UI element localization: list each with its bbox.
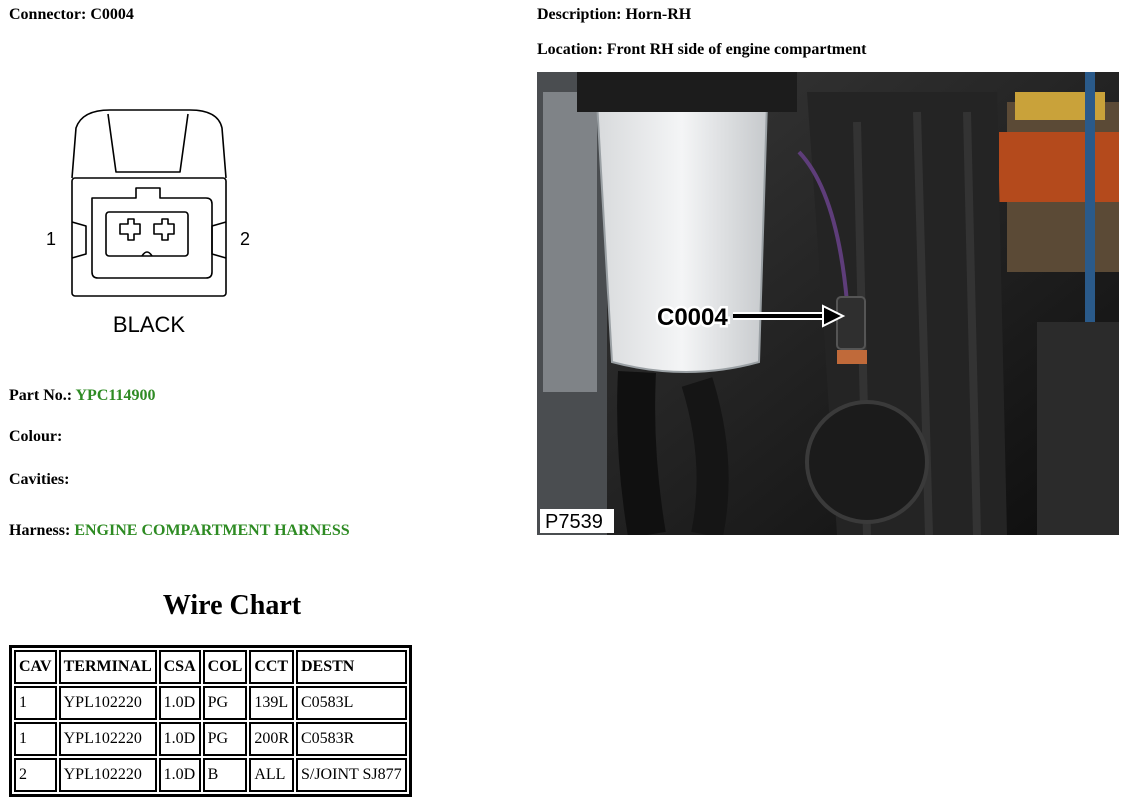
horn	[807, 402, 927, 522]
header-csa: CSA	[159, 650, 201, 684]
reservoir-cap	[577, 72, 797, 112]
part-number-line	[9, 387, 156, 405]
location-label: Location:	[537, 41, 603, 58]
wire-chart-title: Wire Chart	[162, 590, 302, 621]
harness-line	[9, 522, 350, 540]
coolant-reservoir	[597, 102, 767, 372]
location-line	[537, 41, 866, 59]
header-cct: CCT	[249, 650, 294, 684]
cavities-label: Cavities:	[9, 471, 70, 488]
photo-connector	[837, 297, 865, 349]
table-row	[14, 758, 407, 792]
cell-terminal: YPL102220	[59, 758, 157, 792]
shroud-face	[543, 92, 597, 392]
table-row	[14, 722, 407, 756]
cell-cav: 1	[14, 686, 57, 720]
connector-line	[9, 6, 134, 24]
left-latch	[72, 222, 86, 258]
cell-csa: 1.0D	[159, 722, 201, 756]
connector-diagram	[30, 100, 270, 345]
cell-cct: 200R	[249, 722, 294, 756]
cavities-line	[9, 471, 69, 489]
pin-left-label: 1	[46, 229, 57, 249]
description-value: Horn-RH	[625, 6, 692, 23]
header-terminal: TERMINAL	[59, 650, 157, 684]
cell-col: PG	[203, 686, 248, 720]
connector-inner-housing	[92, 188, 212, 278]
cell-csa: 1.0D	[159, 686, 201, 720]
table-row	[14, 686, 407, 720]
colour-label: Colour:	[9, 428, 63, 445]
harness-link[interactable]: ENGINE COMPARTMENT HARNESS	[74, 522, 350, 539]
cell-csa: 1.0D	[159, 758, 201, 792]
cell-cav: 2	[14, 758, 57, 792]
connector-value: C0004	[90, 6, 134, 23]
location-photo	[537, 72, 1119, 535]
photo-id: P7539	[545, 511, 603, 533]
hose-left	[636, 372, 647, 535]
right-latch	[212, 222, 226, 258]
cell-col: PG	[203, 722, 248, 756]
cell-cct: ALL	[249, 758, 294, 792]
lower-clutter	[1037, 322, 1119, 535]
cell-destn: C0583L	[296, 686, 407, 720]
orange-crate	[999, 132, 1119, 202]
cell-cav: 1	[14, 722, 57, 756]
header-cav: CAV	[14, 650, 57, 684]
location-value: Front RH side of engine compartment	[606, 41, 867, 58]
cell-col: B	[203, 758, 248, 792]
wire-chart-table	[9, 645, 412, 797]
terminal-2	[154, 219, 174, 240]
header-col: COL	[203, 650, 248, 684]
cell-destn: C0583R	[296, 722, 407, 756]
hose-right	[697, 382, 713, 535]
photo-callout-label: C0004	[657, 304, 728, 331]
colour-line	[9, 428, 62, 446]
description-label: Description:	[537, 6, 622, 23]
description-line	[537, 6, 691, 24]
connector-color-caption: BLACK	[112, 312, 186, 337]
connector-orange-seal	[837, 350, 867, 364]
cell-terminal: YPL102220	[59, 686, 157, 720]
connector-label: Connector:	[9, 6, 87, 23]
connector-hood-inner	[108, 114, 188, 172]
pin-right-label: 2	[240, 229, 251, 249]
pin-well	[106, 212, 188, 256]
cell-terminal: YPL102220	[59, 722, 157, 756]
connector-hood	[72, 110, 226, 178]
part-label: Part No.:	[9, 387, 73, 404]
table-header-row	[14, 650, 407, 684]
header-destn: DESTN	[296, 650, 407, 684]
cell-cct: 139L	[249, 686, 294, 720]
part-number-link[interactable]: YPC114900	[75, 387, 156, 404]
terminal-1	[120, 219, 140, 240]
harness-label: Harness:	[9, 522, 71, 539]
cell-destn: S/JOINT SJ877	[296, 758, 407, 792]
